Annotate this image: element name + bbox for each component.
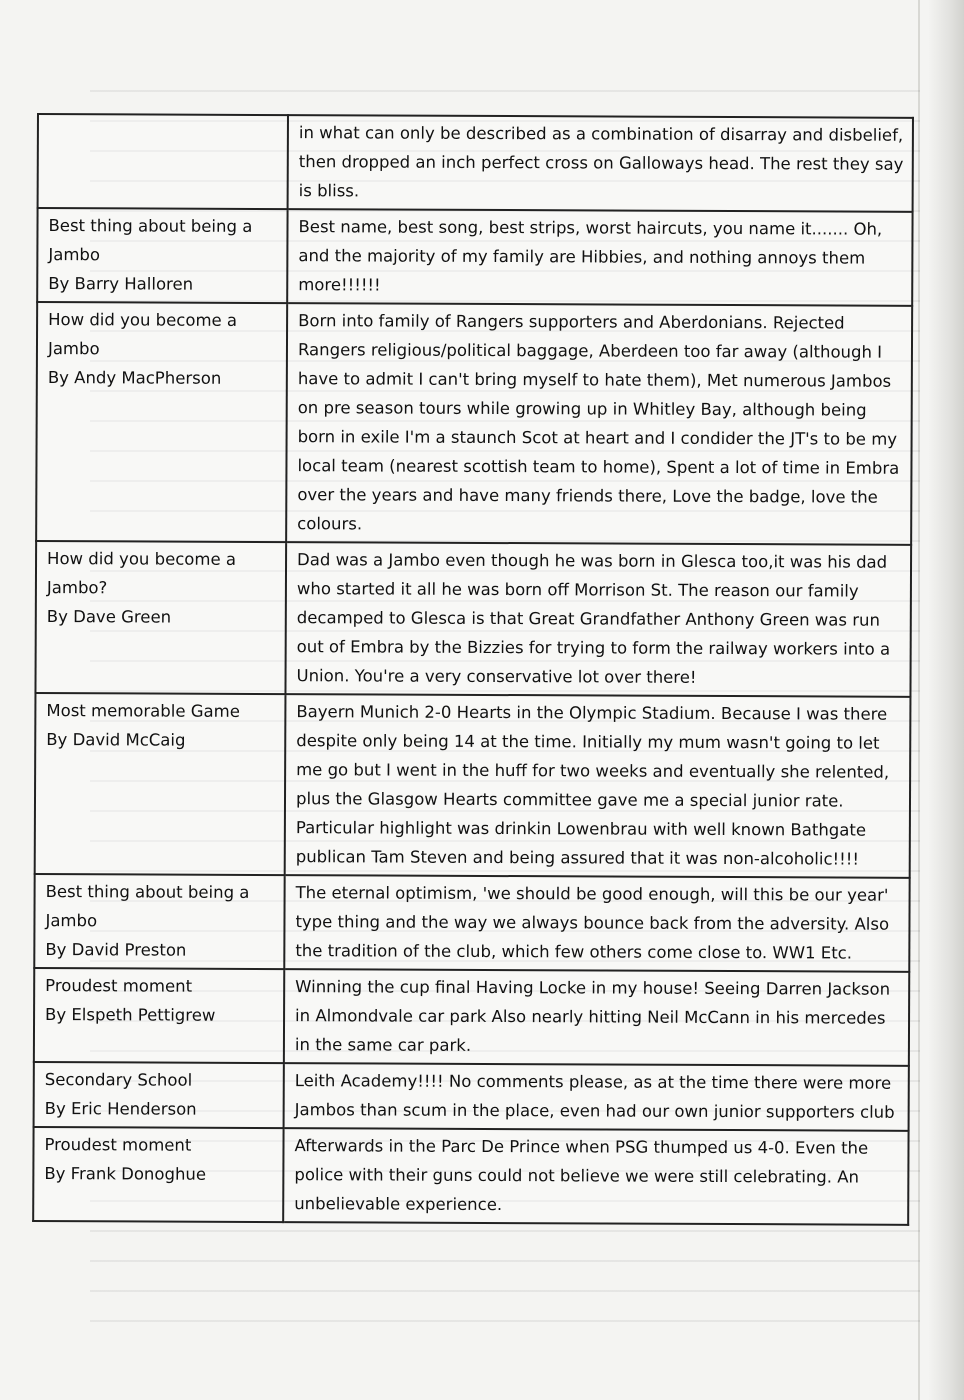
answer-cell: Winning the cup final Having Locke in my house! Seeing Darren Jackson in Almondvale car park Also nearly hitting Neil McCann in his mercedes in the same car park.: [284, 969, 909, 1066]
table-row: [34, 968, 909, 1066]
topic-label: How did you become a Jambo: [47, 310, 238, 359]
answer-cell: Born into family of Rangers supporters and Aberdonians. Rejected Rangers religious/political baggage, Aberdeen too far away (although I have to admit I can't bring myself to hate them), Met numerous Jambos on pre season tours while growing up in Whitley Bay, although being born in exile I'm a staunch Scot at heart and I condider the JT's to be my local team (nearest scottish team to home), Spent a lot of time in Embra over the years and have many friends there, Love the badge, love the colours.: [286, 303, 912, 545]
topic-label: Best thing about being a Jambo: [45, 882, 250, 931]
table-row: [36, 302, 912, 545]
answer-cell: Dad was a Jambo even though he was born in Glesca too,it was his dad who started it all he was born off Morrison St. The reason our family decamped to Glesca is that Great Grandfather Anthony Green was run out of Embra by the Bizzies for trying to form the railway workers into a Union. You're a very conservative lot over there!: [285, 542, 911, 697]
topic-cell: [33, 1127, 283, 1222]
author-label: [49, 117, 279, 118]
topic-cell: [34, 874, 284, 969]
table-row: [35, 541, 911, 697]
author-label: By Andy MacPherson: [47, 368, 222, 388]
topic-label: Best thing about being a Jambo: [48, 216, 253, 265]
answer-cell: The eternal optimism, 'we should be good enough, will this be our year' type thing and the way we always bounce back from the adversity. Also the tradition of the club, which few others come close to. WW1 Etc.: [284, 875, 909, 972]
author-label: By David McCaig: [46, 730, 186, 750]
table-row: [37, 208, 912, 306]
fan-quotes-table: [32, 113, 914, 1226]
topic-label: Proudest moment: [44, 1135, 192, 1155]
topic-cell: [35, 541, 286, 694]
author-label: By Dave Green: [46, 607, 172, 627]
table-row: [33, 1127, 908, 1225]
answer-cell: Leith Academy!!!! No comments please, as at the time there were more Jambos than scum in the place, even had our own junior supporters club: [284, 1063, 909, 1131]
table-row: [38, 114, 913, 212]
page-edge-shadow: [928, 0, 964, 1400]
topic-cell: [38, 114, 288, 209]
answer-cell: in what can only be described as a combination of disarray and disbelief, then dropped an inch perfect cross on Galloways head. The rest they say is bliss.: [288, 115, 913, 212]
topic-label: How did you become a Jambo?: [46, 549, 237, 598]
author-label: By Frank Donoghue: [44, 1164, 207, 1184]
page-fold-line: [918, 0, 920, 1400]
table-row: [34, 1062, 909, 1131]
author-label: By David Preston: [45, 940, 187, 960]
topic-label: Most memorable Game: [46, 701, 240, 721]
topic-cell: [37, 208, 287, 303]
author-label: By Eric Henderson: [44, 1099, 197, 1119]
table-row: [34, 874, 909, 972]
topic-label: Proudest moment: [45, 976, 193, 996]
topic-cell: [34, 968, 284, 1063]
answer-cell: Bayern Munich 2-0 Hearts in the Olympic Stadium. Because I was there despite only being 14 at the time. Initially my mum wasn't going to let me go but I went in the huff for two weeks and eventually she relented, plus the Glasgow Hearts committee gave me a special junior rate. Particular highlight was drinkin Lowenbrau with well known Bathgate publican Tam Steven and being assured that it was non-alcoholic!!!!: [285, 694, 911, 878]
author-label: By Barry Halloren: [48, 274, 194, 294]
table-row: [35, 693, 911, 878]
topic-label: Secondary School: [44, 1070, 193, 1090]
topic-cell: [35, 693, 286, 875]
topic-label: [49, 117, 279, 118]
topic-cell: [36, 302, 287, 542]
author-label: By Elspeth Pettigrew: [45, 1005, 216, 1025]
topic-cell: [34, 1062, 284, 1128]
answer-cell: Afterwards in the Parc De Prince when PSG thumped us 4-0. Even the police with their guns could not believe we were still celebrating. An unbelievable experience.: [283, 1128, 908, 1225]
answer-cell: Best name, best song, best strips, worst haircuts, you name it....... Oh, and the majority of my family are Hibbies, and nothing annoys them more!!!!!!: [287, 209, 912, 306]
